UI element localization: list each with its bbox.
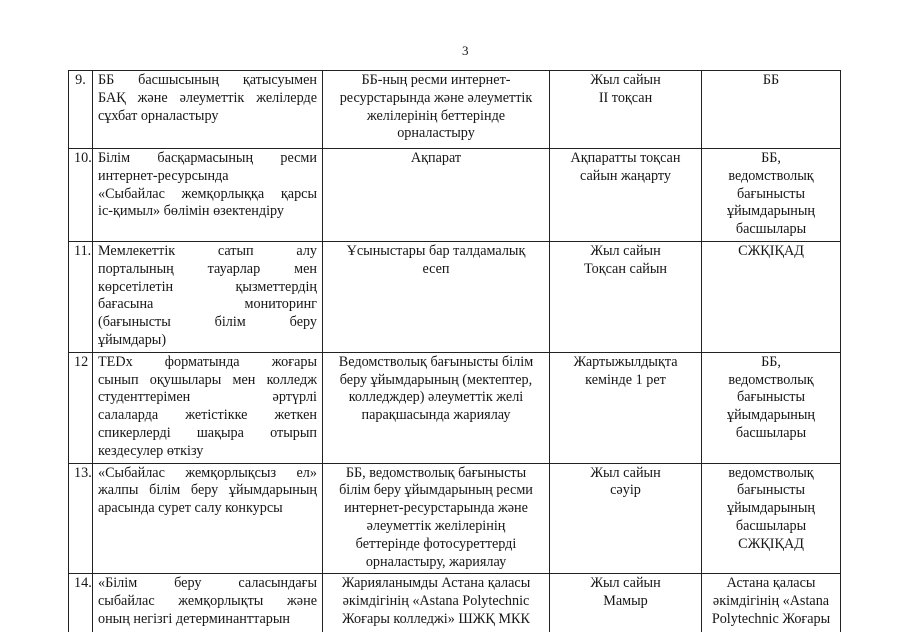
cell-text-line: «Сыбайлас жемқорлыққа қарсы	[98, 185, 317, 202]
cell-text-line: парақшасында жариялау	[361, 407, 511, 424]
cell-text-line: Білім басқармасының ресми	[98, 150, 317, 166]
cell-text-line: білім беру ұйымдарының ресми	[339, 482, 533, 499]
action-cell	[93, 241, 323, 352]
action-cell	[93, 463, 323, 574]
responsible-cell	[702, 574, 841, 632]
responsible-cell	[702, 241, 841, 352]
table-row	[69, 574, 841, 632]
cell-text-line: ұйымдарының	[726, 203, 816, 220]
cell-text-line: ведомстволық	[728, 167, 814, 184]
cell-text-line: ведомстволық	[728, 464, 814, 481]
cell-text-line: басшылары	[735, 221, 807, 238]
completion-form-cell	[323, 574, 550, 632]
table-body	[69, 71, 841, 632]
deadline-cell	[550, 149, 702, 242]
cell-text-line: басшылары	[735, 424, 807, 441]
cell-text-line: интернет-ресурстарында және	[344, 500, 528, 517]
cell-text-line: беру ұйымдарының (мектептер,	[339, 371, 533, 388]
cell-text-line: ББ-ның ресми интернет-	[361, 72, 511, 88]
deadline-cell	[550, 71, 702, 149]
cell-text-line: бағынысты	[736, 185, 806, 202]
table-row	[69, 352, 841, 463]
cell-text-line: Жартыжылдықта	[573, 353, 678, 370]
cell-text-line: сұхбат орналастыру	[98, 107, 219, 124]
cell-text-line: Жарияланымды Астана қаласы	[341, 575, 531, 592]
cell-text-line: орналастыру	[397, 125, 475, 142]
cell-text-line: есеп	[422, 260, 450, 277]
item-number-cell: 12	[69, 352, 93, 463]
cell-text-line: кемінде 1 рет	[585, 371, 666, 388]
cell-text-line: (бағынысты білім беру	[98, 314, 317, 331]
cell-text-line: желілерінің беттерінде	[366, 107, 506, 124]
cell-text-line: СЖҚІҚАД	[738, 242, 804, 259]
item-number-cell: 13.	[69, 463, 93, 574]
cell-text-line: салаларда жетістікке жеткен	[98, 407, 317, 424]
cell-text-line: бағынысты	[736, 482, 806, 499]
cell-text-line: TEDx форматында жоғары	[98, 353, 317, 370]
item-number-cell: 11.	[69, 241, 93, 352]
cell-text-line: іс-қимыл» бөлімін өзектендіру	[98, 203, 285, 220]
cell-text-line: жалпы білім беру ұйымдарының	[98, 482, 317, 499]
cell-text-line: арасында сурет салу конкурсы	[98, 500, 283, 517]
completion-form-cell	[323, 352, 550, 463]
table-row	[69, 241, 841, 352]
cell-text-line: сыбайлас жемқорлықты және	[98, 593, 317, 610]
cell-text-line: Астана қаласы	[726, 575, 816, 592]
table-row	[69, 463, 841, 574]
table-row	[69, 71, 841, 149]
cell-text-line: Жоғары колледжі» ШЖҚ МКК	[342, 610, 530, 627]
cell-text-line: оның негізгі детерминанттарын	[98, 610, 290, 627]
cell-text-line: сәуір	[610, 482, 641, 499]
completion-form-cell	[323, 463, 550, 574]
responsible-cell	[702, 149, 841, 242]
responsible-cell	[702, 463, 841, 574]
cell-text-line: Мамыр	[603, 593, 648, 610]
cell-text-line: колледждер) әлеуметтік желі	[348, 389, 524, 406]
cell-text-line: ББ, ведомстволық бағынысты	[345, 464, 527, 481]
action-plan-table	[68, 70, 841, 632]
cell-text-line: кездесулер өткізу	[98, 442, 204, 459]
responsible-cell	[702, 352, 841, 463]
table-row	[69, 149, 841, 242]
cell-text-line: сынып оқушылары мен колледж	[98, 371, 317, 388]
cell-text-line: орналастыру, жариялау	[365, 553, 507, 570]
cell-text-line: студенттерімен әртүрлі	[98, 389, 317, 406]
cell-text-line: Жыл сайын	[590, 242, 661, 259]
cell-text-line: Ақпаратты тоқсан	[570, 150, 681, 166]
deadline-cell	[550, 463, 702, 574]
cell-text-line: Ұсыныстары бар талдамалық	[346, 242, 526, 259]
cell-text-line: БАҚ және әлеуметтік желілерде	[98, 89, 317, 106]
cell-text-line: беттерінде фотосуреттерді	[355, 535, 517, 552]
cell-text-line: порталының тауарлар мен	[98, 260, 317, 277]
cell-text-line: Жыл сайын	[590, 72, 661, 88]
item-number-cell: 9.	[69, 71, 93, 149]
cell-text-line: Жыл сайын	[590, 575, 661, 592]
cell-text-line: ББ	[762, 72, 780, 88]
cell-text-line: әкімдігінің «Astana Polytechnic	[342, 593, 530, 610]
cell-text-line: интернет-ресурсында	[98, 167, 229, 184]
cell-text-line: ББ,	[761, 353, 781, 370]
cell-text-line: Жыл сайын	[590, 464, 661, 481]
cell-text-line: ББ басшысының қатысуымен	[98, 72, 317, 88]
completion-form-cell	[323, 241, 550, 352]
item-number-cell: 10.	[69, 149, 93, 242]
completion-form-cell	[323, 149, 550, 242]
action-cell	[93, 71, 323, 149]
cell-text-line: басшылары	[735, 517, 807, 534]
cell-text-line: Ведомстволық бағынысты білім	[338, 353, 534, 370]
cell-text-line: ресурстарында және әлеуметтік	[339, 89, 533, 106]
cell-text-line: Ақпарат	[410, 150, 462, 166]
cell-text-line: көрсетілетін қызметтердің	[98, 278, 317, 295]
cell-text-line: «Сыбайлас жемқорлықсыз ел»	[98, 464, 317, 481]
deadline-cell	[550, 352, 702, 463]
cell-text-line: спикерлерді шақыра отырып	[98, 424, 317, 441]
deadline-cell	[550, 574, 702, 632]
cell-text-line: «Білім беру саласындағы	[98, 575, 317, 592]
page-number: 3	[462, 43, 469, 58]
action-cell	[93, 149, 323, 242]
action-cell	[93, 352, 323, 463]
cell-text-line: СЖҚІҚАД	[738, 535, 804, 552]
cell-text-line: бағасына мониторинг	[98, 296, 317, 313]
completion-form-cell	[323, 71, 550, 149]
cell-text-line: Polytechnic Жоғары	[711, 610, 831, 627]
cell-text-line: бағынысты	[736, 389, 806, 406]
cell-text-line: әкімдігінің «Astana	[712, 593, 830, 610]
action-cell	[93, 574, 323, 632]
deadline-cell	[550, 241, 702, 352]
cell-text-line: Тоқсан сайын	[584, 260, 667, 277]
cell-text-line: Мемлекеттік сатып алу	[98, 242, 317, 259]
item-number-cell: 14.	[69, 574, 93, 632]
cell-text-line: ұйымдарының	[726, 500, 816, 517]
responsible-cell	[702, 71, 841, 149]
cell-text-line: ұйымдарының	[726, 407, 816, 424]
cell-text-line: сайын жаңарту	[579, 167, 672, 184]
cell-text-line: әлеуметтік желілерінің	[366, 517, 506, 534]
cell-text-line: ведомстволық	[728, 371, 814, 388]
cell-text-line: ІІ тоқсан	[598, 89, 653, 106]
cell-text-line: ұйымдары)	[98, 331, 167, 348]
cell-text-line: ББ,	[761, 150, 781, 166]
